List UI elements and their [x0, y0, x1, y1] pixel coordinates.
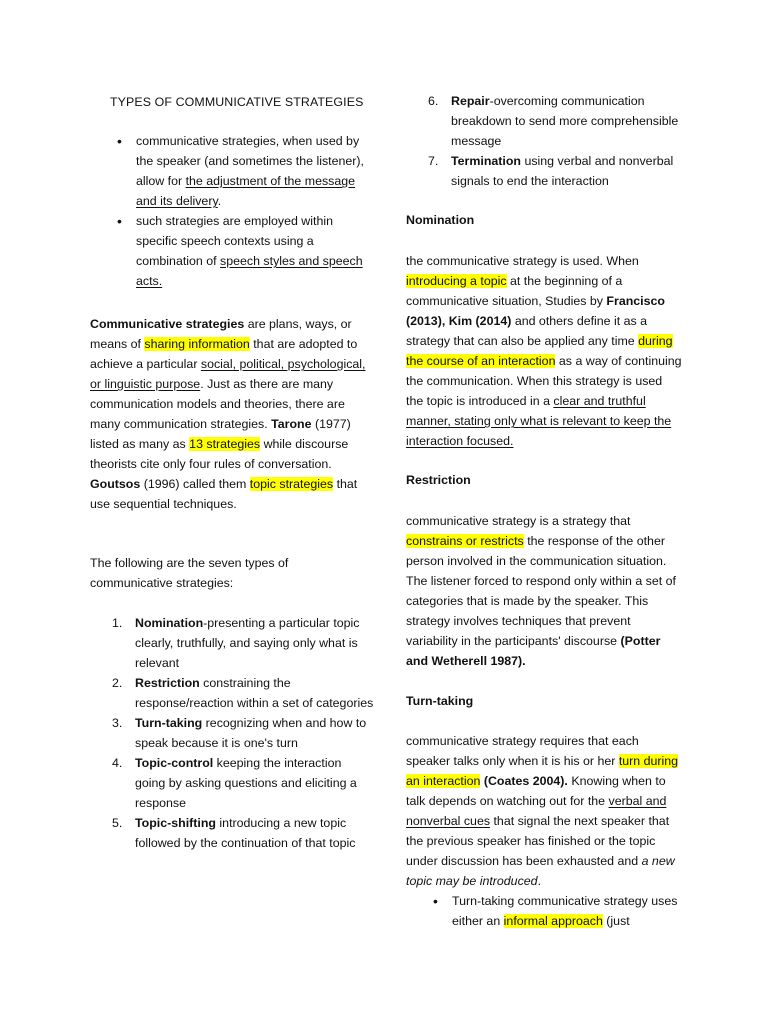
- nomination-heading: Nomination: [406, 213, 475, 227]
- strategy-item: 5. Topic-shifting introducing a new topic followed by the continuation of that topic: [112, 816, 356, 850]
- intro-bullet-list: [90, 131, 375, 291]
- restriction-paragraph: communicative strategy is a strategy that constrains or restricts the response of the other person involved in the communication situation. The listener forced to respond only within a set of categories that is made by the speaker. This strategy involves techniques that prevent variability in the participants' discourse (Potter and Wetherell 1987).: [406, 514, 676, 668]
- bullet-item: • Turn-taking communicative strategy uses either an informal approach (just: [406, 891, 682, 931]
- document-title: TYPES OF COMMUNICATIVE STRATEGIES: [110, 95, 364, 109]
- strategy-item: 4. Topic-control keeping the interaction going by asking questions and eliciting a response: [112, 756, 357, 810]
- definition-paragraph: Communicative strategies are plans, ways, or means of sharing information that are adopted to achieve a particular social, political, psychological, or linguistic purpose. Just as there are many communication models and theories, there are many communication strategies. Tarone (1977) listed as many as 13 strategies while discourse theorists cite only four rules of conversation. Goutsos (1996) called them topic strategies that use sequential techniques.: [90, 317, 366, 511]
- turntaking-bullet-list: [406, 891, 682, 931]
- strategy-item: 1. Nomination-presenting a particular topic clearly, truthfully, and saying only what is relevant: [112, 616, 360, 670]
- strategy-item: 7. Termination using verbal and nonverbal signals to end the interaction: [428, 154, 674, 188]
- strategy-item: 6. Repair-overcoming communication breakdown to send more comprehensible message: [428, 94, 679, 148]
- turntaking-heading: Turn-taking: [406, 694, 474, 708]
- strategy-list-left: [90, 613, 375, 853]
- bullet-item: • communicative strategies, when used by the speaker (and sometimes the listener), allow for the adjustment of the message and its delivery.: [90, 131, 375, 211]
- restriction-heading: Restriction: [406, 473, 471, 487]
- strategy-list-right: [406, 91, 682, 191]
- strategy-item: 3. Turn-taking recognizing when and how to speak because it is one's turn: [112, 716, 367, 750]
- turntaking-paragraph: communicative strategy requires that each speaker talks only when it is his or her turn during an interaction (Coates 2004). Knowing when to talk depends on watching out for the verbal and nonverbal cues that signal the next speaker that the previous speaker has finished or the topic under discussion has been exhausted and a new topic may be introduced.: [406, 734, 679, 888]
- strategy-item: 2. Restriction constraining the response/reaction within a set of categories: [112, 676, 374, 710]
- nomination-paragraph: the communicative strategy is used. When introducing a topic at the beginning of a communicative situation, Studies by Francisco (2013), Kim (2014) and others define it as a strategy that can also be applied any time during the course of an interaction as a way of continuing the communication. When this strategy is used the topic is introduced in a clear and truthful manner, stating only what is relevant to keep the interaction focused.: [406, 254, 682, 448]
- bullet-item: • such strategies are employed within specific speech contexts using a combination of speech styles and speech acts.: [90, 211, 375, 291]
- list-intro: The following are the seven types of communicative strategies:: [90, 556, 289, 590]
